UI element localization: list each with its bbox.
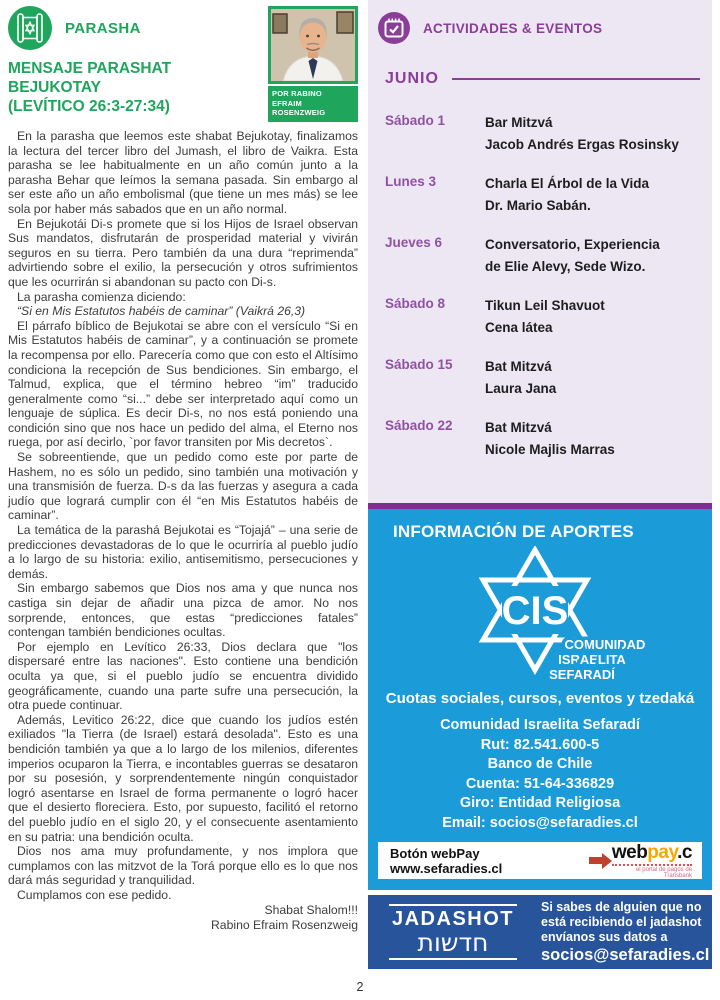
article-paragraph: “Si en Mis Estatutos habéis de caminar” (Vaikrá 26,3) bbox=[17, 304, 306, 319]
eventos-section-label: ACTIVIDADES & EVENTOS bbox=[423, 20, 603, 36]
article-paragraph: Por ejemplo en Levítico 26:33, Dios declara que "los dispersaré entre las naciones". Esto contiene una bendición oculta ya que, si el pueblo judío se encuentra dividido geográficamente, cuando una parte sufre una persecución, la otra puede continuar. bbox=[8, 639, 358, 713]
cis-name-line1: COMUNIDAD bbox=[564, 637, 646, 652]
cis-acronym: CIS bbox=[501, 589, 569, 633]
event-details bbox=[485, 112, 679, 156]
event-row bbox=[385, 295, 700, 339]
article-paragraph: En la parasha que leemos este shabat Bejukotay, finalizamos la lectura del tercer libro del Jumash, el libro de Vaikra. Esta parasha se lee habitualmente en un año común junto a la parasha Behar que leímos la semana pasada. Sin embargo al ser este año un año embolismal (que tiene un mes más) se lee sola por haber más sabados que en un año normal. bbox=[8, 129, 358, 216]
webpay-tagline: el portal de pagos de Transbank bbox=[635, 866, 692, 879]
jadashot-message-line: envíanos sus datos a bbox=[541, 929, 668, 944]
article-paragraph: Se sobreentiende, que un pedido como este por parte de Hashem, no es sólo un pedido, sino también una motivación y una transmisión de fuerza. D-s da las fuerzas y asegura a cada judío que logrará cumplir con él “en Mis Estatutos habéis de caminar”. bbox=[8, 450, 358, 523]
event-detail-line: Bat Mitzvá bbox=[485, 359, 552, 374]
page-number: 2 bbox=[356, 980, 364, 994]
webpay-logo-web: web bbox=[611, 841, 648, 863]
event-row bbox=[385, 112, 700, 156]
rabbi-photo-box bbox=[268, 6, 358, 122]
eventos-header bbox=[378, 12, 700, 44]
event-detail-line: Bar Mitzvá bbox=[485, 115, 553, 130]
photo-caption bbox=[268, 86, 358, 122]
cis-star-of-david-logo bbox=[422, 546, 658, 688]
jadashot-message-lines bbox=[541, 900, 709, 945]
rabbi-photo bbox=[268, 6, 358, 84]
cis-name-line3: SEFARADÍ bbox=[549, 667, 615, 682]
event-detail-line: Cena látea bbox=[485, 320, 553, 335]
event-details bbox=[485, 417, 615, 461]
webpay-strip bbox=[378, 842, 702, 879]
month-row bbox=[378, 70, 700, 88]
article-title-line1: MENSAJE PARASHAT BEJUKOTAY bbox=[8, 60, 172, 96]
article-paragraph: La temática de la parashá Bejukotai es “Tojajá” – una serie de predicciones devastadoras de lo que le ocurriría al pueblo judío a lo largo de su historia: exilio, antisemitismo, persecuciones y demás. bbox=[8, 523, 358, 581]
bank-info-line: Cuenta: 51-64-336829 bbox=[465, 775, 615, 792]
event-detail-line: Jacob Andrés Ergas Rosinsky bbox=[485, 137, 679, 152]
bank-info bbox=[368, 716, 712, 833]
events-list bbox=[378, 112, 700, 461]
article-paragraph: Sin embargo sabemos que Dios nos ama y que nunca nos castiga sin dejar de añadir una pizca de amor. No nos sorprende, entonces, que estas “predicciones fatales” contengan también bendiciones ocultas. bbox=[8, 581, 358, 640]
article-title bbox=[8, 59, 263, 116]
jadashot-logo bbox=[380, 904, 526, 960]
webpay-logo bbox=[612, 843, 692, 879]
event-details bbox=[485, 234, 660, 278]
bank-info-line: Comunidad Israelita Sefaradí bbox=[440, 717, 640, 733]
signoff-line1: Shabat Shalom!!! bbox=[264, 903, 358, 918]
event-detail-line: Bat Mitzvá bbox=[485, 420, 552, 435]
bank-info-line: Giro: Entidad Religiosa bbox=[459, 795, 621, 811]
article-title-line2: (LEVÍTICO 26:3-27:34) bbox=[8, 98, 170, 115]
event-detail-line: Nicole Majlis Marras bbox=[485, 442, 615, 457]
month-rule bbox=[452, 78, 700, 80]
aportes-title: INFORMACIÓN DE APORTES bbox=[393, 522, 634, 541]
event-detail-line: Charla El Árbol de la Vida bbox=[485, 176, 650, 191]
article-signoff bbox=[8, 903, 358, 933]
signoff-line2: Rabino Efraim Rosenzweig bbox=[211, 918, 358, 933]
event-detail-line: Conversatorio, Experiencia bbox=[485, 237, 660, 252]
webpay-logo-suffix: .c bbox=[677, 841, 692, 863]
event-row bbox=[385, 417, 700, 461]
event-details bbox=[485, 356, 556, 400]
event-detail-line: de Elie Alevy, Sede Wizo. bbox=[485, 259, 646, 274]
jadashot-message bbox=[541, 900, 709, 965]
article-paragraph: Cumplamos con ese pedido. bbox=[17, 887, 172, 902]
cis-name-line2: ISRAELITA bbox=[558, 652, 626, 667]
event-detail-line: Laura Jana bbox=[485, 381, 557, 396]
event-detail-line: Tikun Leil Shavuot bbox=[485, 298, 605, 313]
article-paragraph: En Bejukotái Di-s promete que si los Hijos de Israel observan Sus mandatos, disfrutarán de prosperidad material y vivirán seguros en su tierra. Pero también da una dura “reprimenda” advirtiendo sobre el exilio, la persecución y otros sufrimientos que les ocurrirán si abandonan su pacto con Di-s. bbox=[8, 216, 358, 289]
bank-info-line: Banco de Chile bbox=[487, 756, 593, 772]
event-details bbox=[485, 173, 649, 217]
jadashot-hebrew-text: חדשות bbox=[417, 928, 489, 957]
photo-caption-line1: POR RABINO bbox=[272, 89, 322, 98]
webpay-dotted-rule bbox=[612, 864, 692, 866]
event-row bbox=[385, 234, 700, 278]
jadashot-box bbox=[368, 895, 712, 969]
event-details bbox=[485, 295, 605, 339]
calendar-icon bbox=[378, 12, 410, 44]
jadashot-bottom-rule bbox=[389, 958, 517, 960]
jadashot-title: JADASHOT bbox=[391, 908, 514, 930]
event-day: Jueves 6 bbox=[385, 235, 443, 250]
jadashot-top-rule bbox=[389, 904, 517, 906]
torah-scroll-icon bbox=[8, 6, 52, 50]
aportes-box bbox=[368, 503, 712, 890]
aportes-subtitle: Cuotas sociales, cursos, eventos y tzedaká bbox=[385, 690, 695, 707]
event-day: Sábado 1 bbox=[385, 113, 446, 128]
event-day: Sábado 8 bbox=[385, 296, 446, 311]
parasha-section bbox=[8, 6, 358, 933]
event-day: Sábado 15 bbox=[385, 357, 453, 372]
webpay-label[interactable]: Botón webPay www.sefaradies.cl bbox=[390, 845, 503, 876]
bank-info-line: Rut: 82.541.600-5 bbox=[480, 736, 600, 753]
article-paragraph: La parasha comienza diciendo: bbox=[17, 289, 186, 304]
article-paragraph: Además, Levitico 26:22, dice que cuando los judíos estén exiliados "la Tierra (de Israel) estará desolada". Esto es una bendición también ya que a lo largo de los milenios, diferentes imperios ocuparon la Tierra, e incontables guerras se desataron por su posesión, y sorprendentemente ningún conquistador logró asentarse en Israel de forma permanente o logró hacer que el desierto floreciera. Esto, por supuesto, facilitó el retorno del pueblo judío en el siglo 20, y el consecuente asentamiento en su patria: una bendición oculta. bbox=[8, 712, 358, 844]
photo-caption-line2: EFRAIM ROSENZWEIG bbox=[272, 98, 326, 117]
events-panel bbox=[368, 0, 712, 503]
event-detail-line: Dr. Mario Sabán. bbox=[485, 198, 591, 213]
month-label: JUNIO bbox=[385, 70, 439, 87]
article-body bbox=[8, 129, 358, 902]
event-day: Lunes 3 bbox=[385, 174, 437, 189]
event-row bbox=[385, 173, 700, 217]
article-paragraph: El párrafo bíblico de Bejukotai se abre con el versículo “Si en Mis Estatutos habéis de caminar”, y a continuación se promete la recompensa por ello. Parecería como que con esto el Altísimo condiciona la recepción de Sus bendiciones. Sin embargo, el Talmud, explica, que el término hebreo “im” traducido generalmente como “si...” debe ser interpretado aquí como un lenguaje de súplica. Es decir Di-s, no nos está poniendo una condición sino que nos hace un pedido del alma, el Eterno nos ruega, por así decirlo, `por favor transiten por Mis decretos`. bbox=[8, 318, 358, 450]
bank-info-line: Email: socios@sefaradies.cl bbox=[442, 814, 638, 831]
event-day: Sábado 22 bbox=[385, 418, 453, 433]
parasha-section-label: PARASHA bbox=[65, 19, 141, 37]
right-column bbox=[368, 0, 712, 969]
jadashot-message-line: Si sabes de alguien que no bbox=[541, 899, 702, 914]
red-arrow-icon bbox=[589, 853, 612, 869]
webpay-logo-pay: pay bbox=[647, 841, 678, 863]
article-paragraph: Dios nos ama muy profundamente, y nos implora que cumplamos con las mitzvot de la Torá porque ello es lo que nos dará más seguridad y tranquilidad. bbox=[8, 844, 358, 888]
jadashot-email[interactable]: socios@sefaradies.cl bbox=[541, 945, 710, 964]
event-row bbox=[385, 356, 700, 400]
jadashot-message-line: está recibiendo el jadashot bbox=[541, 914, 702, 929]
